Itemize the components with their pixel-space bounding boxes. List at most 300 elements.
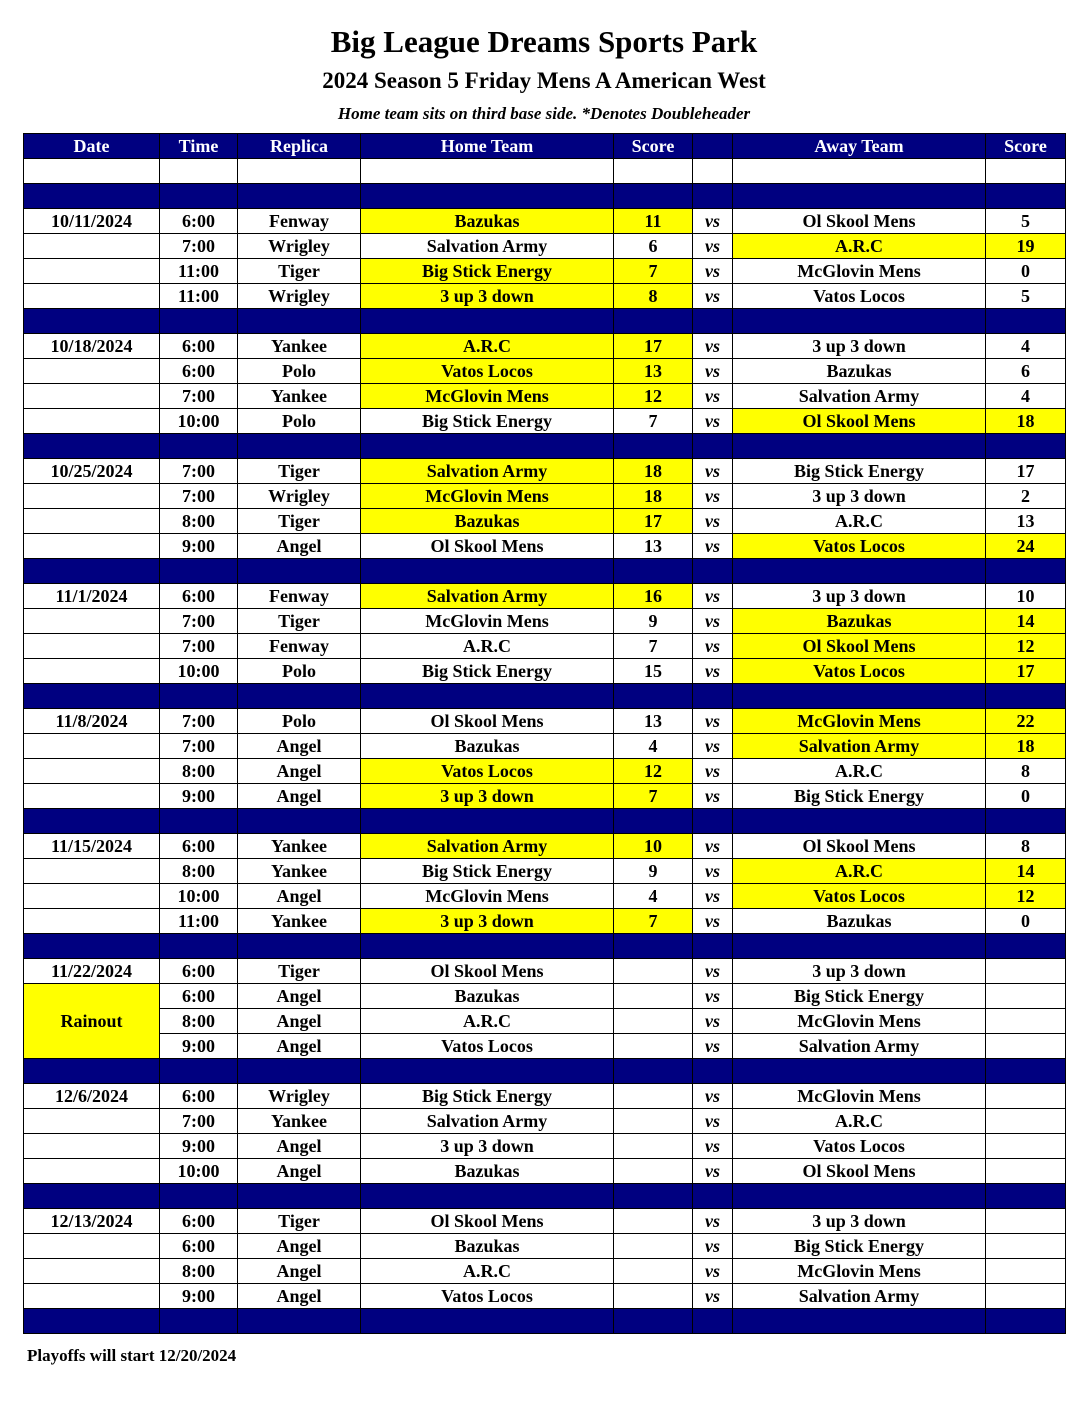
home-team: McGlovin Mens xyxy=(361,884,614,909)
schedule-table xyxy=(23,133,1066,1334)
away-score xyxy=(986,1084,1066,1109)
away-team: McGlovin Mens xyxy=(733,259,986,284)
away-score: 18 xyxy=(986,734,1066,759)
game-row xyxy=(24,334,1066,359)
home-score: 12 xyxy=(614,759,693,784)
game-row xyxy=(24,1134,1066,1159)
game-time: 11:00 xyxy=(160,259,238,284)
home-score xyxy=(614,1034,693,1059)
vs-label: vs xyxy=(693,784,733,809)
away-team: Big Stick Energy xyxy=(733,1234,986,1259)
away-team: 3 up 3 down xyxy=(733,334,986,359)
game-date xyxy=(24,534,160,559)
home-team: 3 up 3 down xyxy=(361,1134,614,1159)
game-row xyxy=(24,1084,1066,1109)
game-time: 7:00 xyxy=(160,234,238,259)
home-team: Ol Skool Mens xyxy=(361,534,614,559)
game-replica: Angel xyxy=(238,734,361,759)
away-score: 4 xyxy=(986,334,1066,359)
game-time: 8:00 xyxy=(160,1259,238,1284)
game-replica: Angel xyxy=(238,1009,361,1034)
game-time: 9:00 xyxy=(160,784,238,809)
game-date xyxy=(24,284,160,309)
col-home-team-header: Home Team xyxy=(361,134,614,159)
game-row xyxy=(24,1109,1066,1134)
vs-label: vs xyxy=(693,1159,733,1184)
game-time: 11:00 xyxy=(160,284,238,309)
game-time: 6:00 xyxy=(160,334,238,359)
home-score xyxy=(614,1109,693,1134)
game-time: 6:00 xyxy=(160,359,238,384)
home-team: Big Stick Energy xyxy=(361,859,614,884)
home-team: Bazukas xyxy=(361,734,614,759)
schedule-note: Home team sits on third base side. *Denotes Doubleheader xyxy=(337,104,751,123)
game-row xyxy=(24,209,1066,234)
vs-label: vs xyxy=(693,834,733,859)
away-team: Bazukas xyxy=(733,359,986,384)
away-score: 6 xyxy=(986,359,1066,384)
home-score xyxy=(614,1084,693,1109)
home-score xyxy=(614,1284,693,1309)
home-score: 8 xyxy=(614,284,693,309)
home-team: Bazukas xyxy=(361,1159,614,1184)
home-team: Vatos Locos xyxy=(361,359,614,384)
away-score xyxy=(986,1234,1066,1259)
game-row xyxy=(24,409,1066,434)
away-team: Salvation Army xyxy=(733,1034,986,1059)
away-score: 4 xyxy=(986,384,1066,409)
game-row xyxy=(24,1009,1066,1034)
away-score: 0 xyxy=(986,784,1066,809)
week-separator-row xyxy=(24,684,1066,709)
game-time: 8:00 xyxy=(160,1009,238,1034)
home-team: Bazukas xyxy=(361,1234,614,1259)
vs-label: vs xyxy=(693,634,733,659)
col-time-header: Time xyxy=(160,134,238,159)
vs-label: vs xyxy=(693,334,733,359)
game-time: 10:00 xyxy=(160,1159,238,1184)
home-team: A.R.C xyxy=(361,1259,614,1284)
away-team: Salvation Army xyxy=(733,734,986,759)
game-row xyxy=(24,284,1066,309)
vs-label: vs xyxy=(693,659,733,684)
home-team: Big Stick Energy xyxy=(361,1084,614,1109)
game-date xyxy=(24,1234,160,1259)
away-score xyxy=(986,1134,1066,1159)
game-time: 8:00 xyxy=(160,759,238,784)
home-score xyxy=(614,984,693,1009)
vs-label: vs xyxy=(693,1009,733,1034)
vs-label: vs xyxy=(693,1034,733,1059)
game-time: 9:00 xyxy=(160,534,238,559)
game-date xyxy=(24,509,160,534)
game-replica: Yankee xyxy=(238,1109,361,1134)
game-date xyxy=(24,759,160,784)
vs-label: vs xyxy=(693,459,733,484)
game-time: 6:00 xyxy=(160,984,238,1009)
game-row xyxy=(24,834,1066,859)
away-team: 3 up 3 down xyxy=(733,1209,986,1234)
game-row xyxy=(24,509,1066,534)
away-score: 12 xyxy=(986,884,1066,909)
vs-label: vs xyxy=(693,1234,733,1259)
away-team: Big Stick Energy xyxy=(733,984,986,1009)
home-score: 7 xyxy=(614,784,693,809)
vs-label: vs xyxy=(693,1134,733,1159)
game-time: 7:00 xyxy=(160,634,238,659)
home-team: Vatos Locos xyxy=(361,759,614,784)
vs-label: vs xyxy=(693,1084,733,1109)
game-date xyxy=(24,1134,160,1159)
home-team: Bazukas xyxy=(361,209,614,234)
vs-label: vs xyxy=(693,734,733,759)
week-separator-row xyxy=(24,809,1066,834)
away-team: Big Stick Energy xyxy=(733,784,986,809)
week-separator-row xyxy=(24,434,1066,459)
away-score: 5 xyxy=(986,284,1066,309)
away-score: 19 xyxy=(986,234,1066,259)
col-away-team-header: Away Team xyxy=(733,134,986,159)
home-score: 16 xyxy=(614,584,693,609)
game-date xyxy=(24,859,160,884)
home-score: 6 xyxy=(614,234,693,259)
home-team: McGlovin Mens xyxy=(361,609,614,634)
vs-label: vs xyxy=(693,859,733,884)
game-row xyxy=(24,584,1066,609)
away-team: Ol Skool Mens xyxy=(733,834,986,859)
week-separator-row xyxy=(24,934,1066,959)
away-team: A.R.C xyxy=(733,759,986,784)
game-time: 8:00 xyxy=(160,859,238,884)
away-score: 8 xyxy=(986,834,1066,859)
game-replica: Yankee xyxy=(238,859,361,884)
home-score: 18 xyxy=(614,459,693,484)
game-row xyxy=(24,1259,1066,1284)
blank-row xyxy=(24,159,1066,184)
game-replica: Fenway xyxy=(238,584,361,609)
game-replica: Tiger xyxy=(238,959,361,984)
away-team: McGlovin Mens xyxy=(733,1009,986,1034)
away-score: 22 xyxy=(986,709,1066,734)
game-date xyxy=(24,909,160,934)
col-replica-header: Replica xyxy=(238,134,361,159)
home-team: Ol Skool Mens xyxy=(361,709,614,734)
home-team: Salvation Army xyxy=(361,834,614,859)
home-score: 7 xyxy=(614,909,693,934)
away-score xyxy=(986,1009,1066,1034)
game-row xyxy=(24,259,1066,284)
game-replica: Angel xyxy=(238,759,361,784)
game-time: 6:00 xyxy=(160,584,238,609)
game-replica: Angel xyxy=(238,1134,361,1159)
game-date xyxy=(24,634,160,659)
home-score xyxy=(614,959,693,984)
home-team: Bazukas xyxy=(361,509,614,534)
game-replica: Polo xyxy=(238,359,361,384)
col-vs-header xyxy=(693,134,733,159)
away-team: McGlovin Mens xyxy=(733,1259,986,1284)
game-time: 7:00 xyxy=(160,709,238,734)
home-score xyxy=(614,1259,693,1284)
game-row xyxy=(24,859,1066,884)
game-time: 11:00 xyxy=(160,909,238,934)
vs-label: vs xyxy=(693,484,733,509)
away-team: McGlovin Mens xyxy=(733,1084,986,1109)
vs-label: vs xyxy=(693,234,733,259)
vs-label: vs xyxy=(693,1284,733,1309)
vs-label: vs xyxy=(693,709,733,734)
away-team: Salvation Army xyxy=(733,1284,986,1309)
week-separator-row xyxy=(24,1184,1066,1209)
game-replica: Angel xyxy=(238,1284,361,1309)
game-row xyxy=(24,1209,1066,1234)
game-replica: Fenway xyxy=(238,634,361,659)
game-replica: Polo xyxy=(238,709,361,734)
home-team: A.R.C xyxy=(361,334,614,359)
home-team: McGlovin Mens xyxy=(361,384,614,409)
game-row xyxy=(24,884,1066,909)
home-score: 17 xyxy=(614,509,693,534)
vs-label: vs xyxy=(693,584,733,609)
game-date: 10/25/2024 xyxy=(24,459,160,484)
game-date: 11/1/2024 xyxy=(24,584,160,609)
game-date: 10/18/2024 xyxy=(24,334,160,359)
away-team: A.R.C xyxy=(733,509,986,534)
away-score: 10 xyxy=(986,584,1066,609)
vs-label: vs xyxy=(693,509,733,534)
game-row xyxy=(24,234,1066,259)
game-replica: Angel xyxy=(238,884,361,909)
vs-label: vs xyxy=(693,209,733,234)
away-team: Vatos Locos xyxy=(733,659,986,684)
game-time: 6:00 xyxy=(160,1084,238,1109)
game-replica: Angel xyxy=(238,1234,361,1259)
game-date xyxy=(24,259,160,284)
game-date xyxy=(24,1109,160,1134)
home-score xyxy=(614,1234,693,1259)
home-team: Vatos Locos xyxy=(361,1284,614,1309)
game-time: 8:00 xyxy=(160,509,238,534)
home-team: A.R.C xyxy=(361,1009,614,1034)
home-team: 3 up 3 down xyxy=(361,784,614,809)
game-replica: Yankee xyxy=(238,384,361,409)
away-score: 12 xyxy=(986,634,1066,659)
game-replica: Angel xyxy=(238,1034,361,1059)
game-time: 9:00 xyxy=(160,1034,238,1059)
week-separator-row xyxy=(24,309,1066,334)
game-date xyxy=(24,484,160,509)
game-time: 7:00 xyxy=(160,484,238,509)
game-date xyxy=(24,234,160,259)
game-replica: Polo xyxy=(238,409,361,434)
game-row xyxy=(24,759,1066,784)
game-row xyxy=(24,1159,1066,1184)
home-score: 9 xyxy=(614,859,693,884)
away-team: Ol Skool Mens xyxy=(733,634,986,659)
game-replica: Yankee xyxy=(238,334,361,359)
home-score: 4 xyxy=(614,884,693,909)
away-score: 17 xyxy=(986,659,1066,684)
away-team: Bazukas xyxy=(733,609,986,634)
game-time: 10:00 xyxy=(160,409,238,434)
game-row xyxy=(24,384,1066,409)
away-score: 24 xyxy=(986,534,1066,559)
week-separator-row xyxy=(24,1059,1066,1084)
col-home-score-header: Score xyxy=(614,134,693,159)
away-team: Ol Skool Mens xyxy=(733,209,986,234)
game-row xyxy=(24,359,1066,384)
game-time: 6:00 xyxy=(160,959,238,984)
home-score: 7 xyxy=(614,259,693,284)
game-time: 10:00 xyxy=(160,884,238,909)
vs-label: vs xyxy=(693,1209,733,1234)
game-date xyxy=(24,1259,160,1284)
game-date: 12/13/2024 xyxy=(24,1209,160,1234)
away-team: Salvation Army xyxy=(733,384,986,409)
game-date xyxy=(24,384,160,409)
rainout-label: Rainout xyxy=(24,984,160,1059)
game-replica: Wrigley xyxy=(238,234,361,259)
game-row xyxy=(24,609,1066,634)
game-replica: Fenway xyxy=(238,209,361,234)
game-replica: Angel xyxy=(238,984,361,1009)
game-row xyxy=(24,1284,1066,1309)
home-team: A.R.C xyxy=(361,634,614,659)
away-score: 2 xyxy=(986,484,1066,509)
game-date: 10/11/2024 xyxy=(24,209,160,234)
away-team: Bazukas xyxy=(733,909,986,934)
away-team: Vatos Locos xyxy=(733,1134,986,1159)
game-replica: Wrigley xyxy=(238,284,361,309)
vs-label: vs xyxy=(693,1259,733,1284)
week-separator-row xyxy=(24,559,1066,584)
home-team: 3 up 3 down xyxy=(361,909,614,934)
game-time: 7:00 xyxy=(160,459,238,484)
game-time: 6:00 xyxy=(160,1209,238,1234)
game-time: 6:00 xyxy=(160,834,238,859)
away-score: 8 xyxy=(986,759,1066,784)
game-date xyxy=(24,734,160,759)
home-team: 3 up 3 down xyxy=(361,284,614,309)
away-team: A.R.C xyxy=(733,234,986,259)
game-time: 6:00 xyxy=(160,1234,238,1259)
home-team: Ol Skool Mens xyxy=(361,959,614,984)
game-date xyxy=(24,1284,160,1309)
game-date: 11/22/2024 xyxy=(24,959,160,984)
home-score: 13 xyxy=(614,359,693,384)
game-date: 12/6/2024 xyxy=(24,1084,160,1109)
game-replica: Yankee xyxy=(238,909,361,934)
game-row xyxy=(24,984,1066,1009)
away-score: 0 xyxy=(986,259,1066,284)
game-date xyxy=(24,784,160,809)
home-team: Salvation Army xyxy=(361,584,614,609)
game-date: 11/15/2024 xyxy=(24,834,160,859)
home-score: 13 xyxy=(614,534,693,559)
vs-label: vs xyxy=(693,884,733,909)
vs-label: vs xyxy=(693,284,733,309)
away-score: 18 xyxy=(986,409,1066,434)
vs-label: vs xyxy=(693,259,733,284)
game-replica: Tiger xyxy=(238,459,361,484)
game-replica: Angel xyxy=(238,1159,361,1184)
page-title: Big League Dreams Sports Park xyxy=(330,24,758,59)
schedule-body xyxy=(24,159,1066,1334)
game-row xyxy=(24,634,1066,659)
vs-label: vs xyxy=(693,984,733,1009)
game-row xyxy=(24,1234,1066,1259)
game-replica: Angel xyxy=(238,1259,361,1284)
game-replica: Yankee xyxy=(238,834,361,859)
vs-label: vs xyxy=(693,909,733,934)
week-separator-row xyxy=(24,184,1066,209)
home-score: 7 xyxy=(614,409,693,434)
home-score: 10 xyxy=(614,834,693,859)
week-separator-row xyxy=(24,1309,1066,1334)
game-time: 9:00 xyxy=(160,1134,238,1159)
game-replica: Tiger xyxy=(238,259,361,284)
home-score: 7 xyxy=(614,634,693,659)
away-score xyxy=(986,1259,1066,1284)
vs-label: vs xyxy=(693,609,733,634)
game-time: 7:00 xyxy=(160,384,238,409)
vs-label: vs xyxy=(693,409,733,434)
away-score: 5 xyxy=(986,209,1066,234)
away-score xyxy=(986,1034,1066,1059)
home-score xyxy=(614,1009,693,1034)
game-date xyxy=(24,659,160,684)
vs-label: vs xyxy=(693,759,733,784)
away-team: Vatos Locos xyxy=(733,884,986,909)
away-score: 14 xyxy=(986,609,1066,634)
home-team: Vatos Locos xyxy=(361,1034,614,1059)
game-replica: Angel xyxy=(238,534,361,559)
away-score xyxy=(986,984,1066,1009)
game-row xyxy=(24,1034,1066,1059)
game-replica: Angel xyxy=(238,784,361,809)
game-replica: Tiger xyxy=(238,1209,361,1234)
away-team: A.R.C xyxy=(733,1109,986,1134)
home-team: Ol Skool Mens xyxy=(361,1209,614,1234)
game-time: 7:00 xyxy=(160,609,238,634)
vs-label: vs xyxy=(693,1109,733,1134)
game-row xyxy=(24,709,1066,734)
game-date xyxy=(24,609,160,634)
away-score xyxy=(986,959,1066,984)
away-team: Vatos Locos xyxy=(733,534,986,559)
col-date-header: Date xyxy=(24,134,160,159)
home-team: Bazukas xyxy=(361,984,614,1009)
game-row xyxy=(24,784,1066,809)
game-row xyxy=(24,484,1066,509)
away-team: 3 up 3 down xyxy=(733,484,986,509)
away-score xyxy=(986,1209,1066,1234)
home-score xyxy=(614,1159,693,1184)
game-replica: Tiger xyxy=(238,609,361,634)
game-date xyxy=(24,359,160,384)
away-team: 3 up 3 down xyxy=(733,959,986,984)
game-row xyxy=(24,534,1066,559)
home-score xyxy=(614,1209,693,1234)
away-score: 0 xyxy=(986,909,1066,934)
game-row xyxy=(24,959,1066,984)
game-time: 6:00 xyxy=(160,209,238,234)
home-team: Salvation Army xyxy=(361,1109,614,1134)
game-date xyxy=(24,1159,160,1184)
game-replica: Tiger xyxy=(238,509,361,534)
game-time: 7:00 xyxy=(160,1109,238,1134)
game-time: 9:00 xyxy=(160,1284,238,1309)
